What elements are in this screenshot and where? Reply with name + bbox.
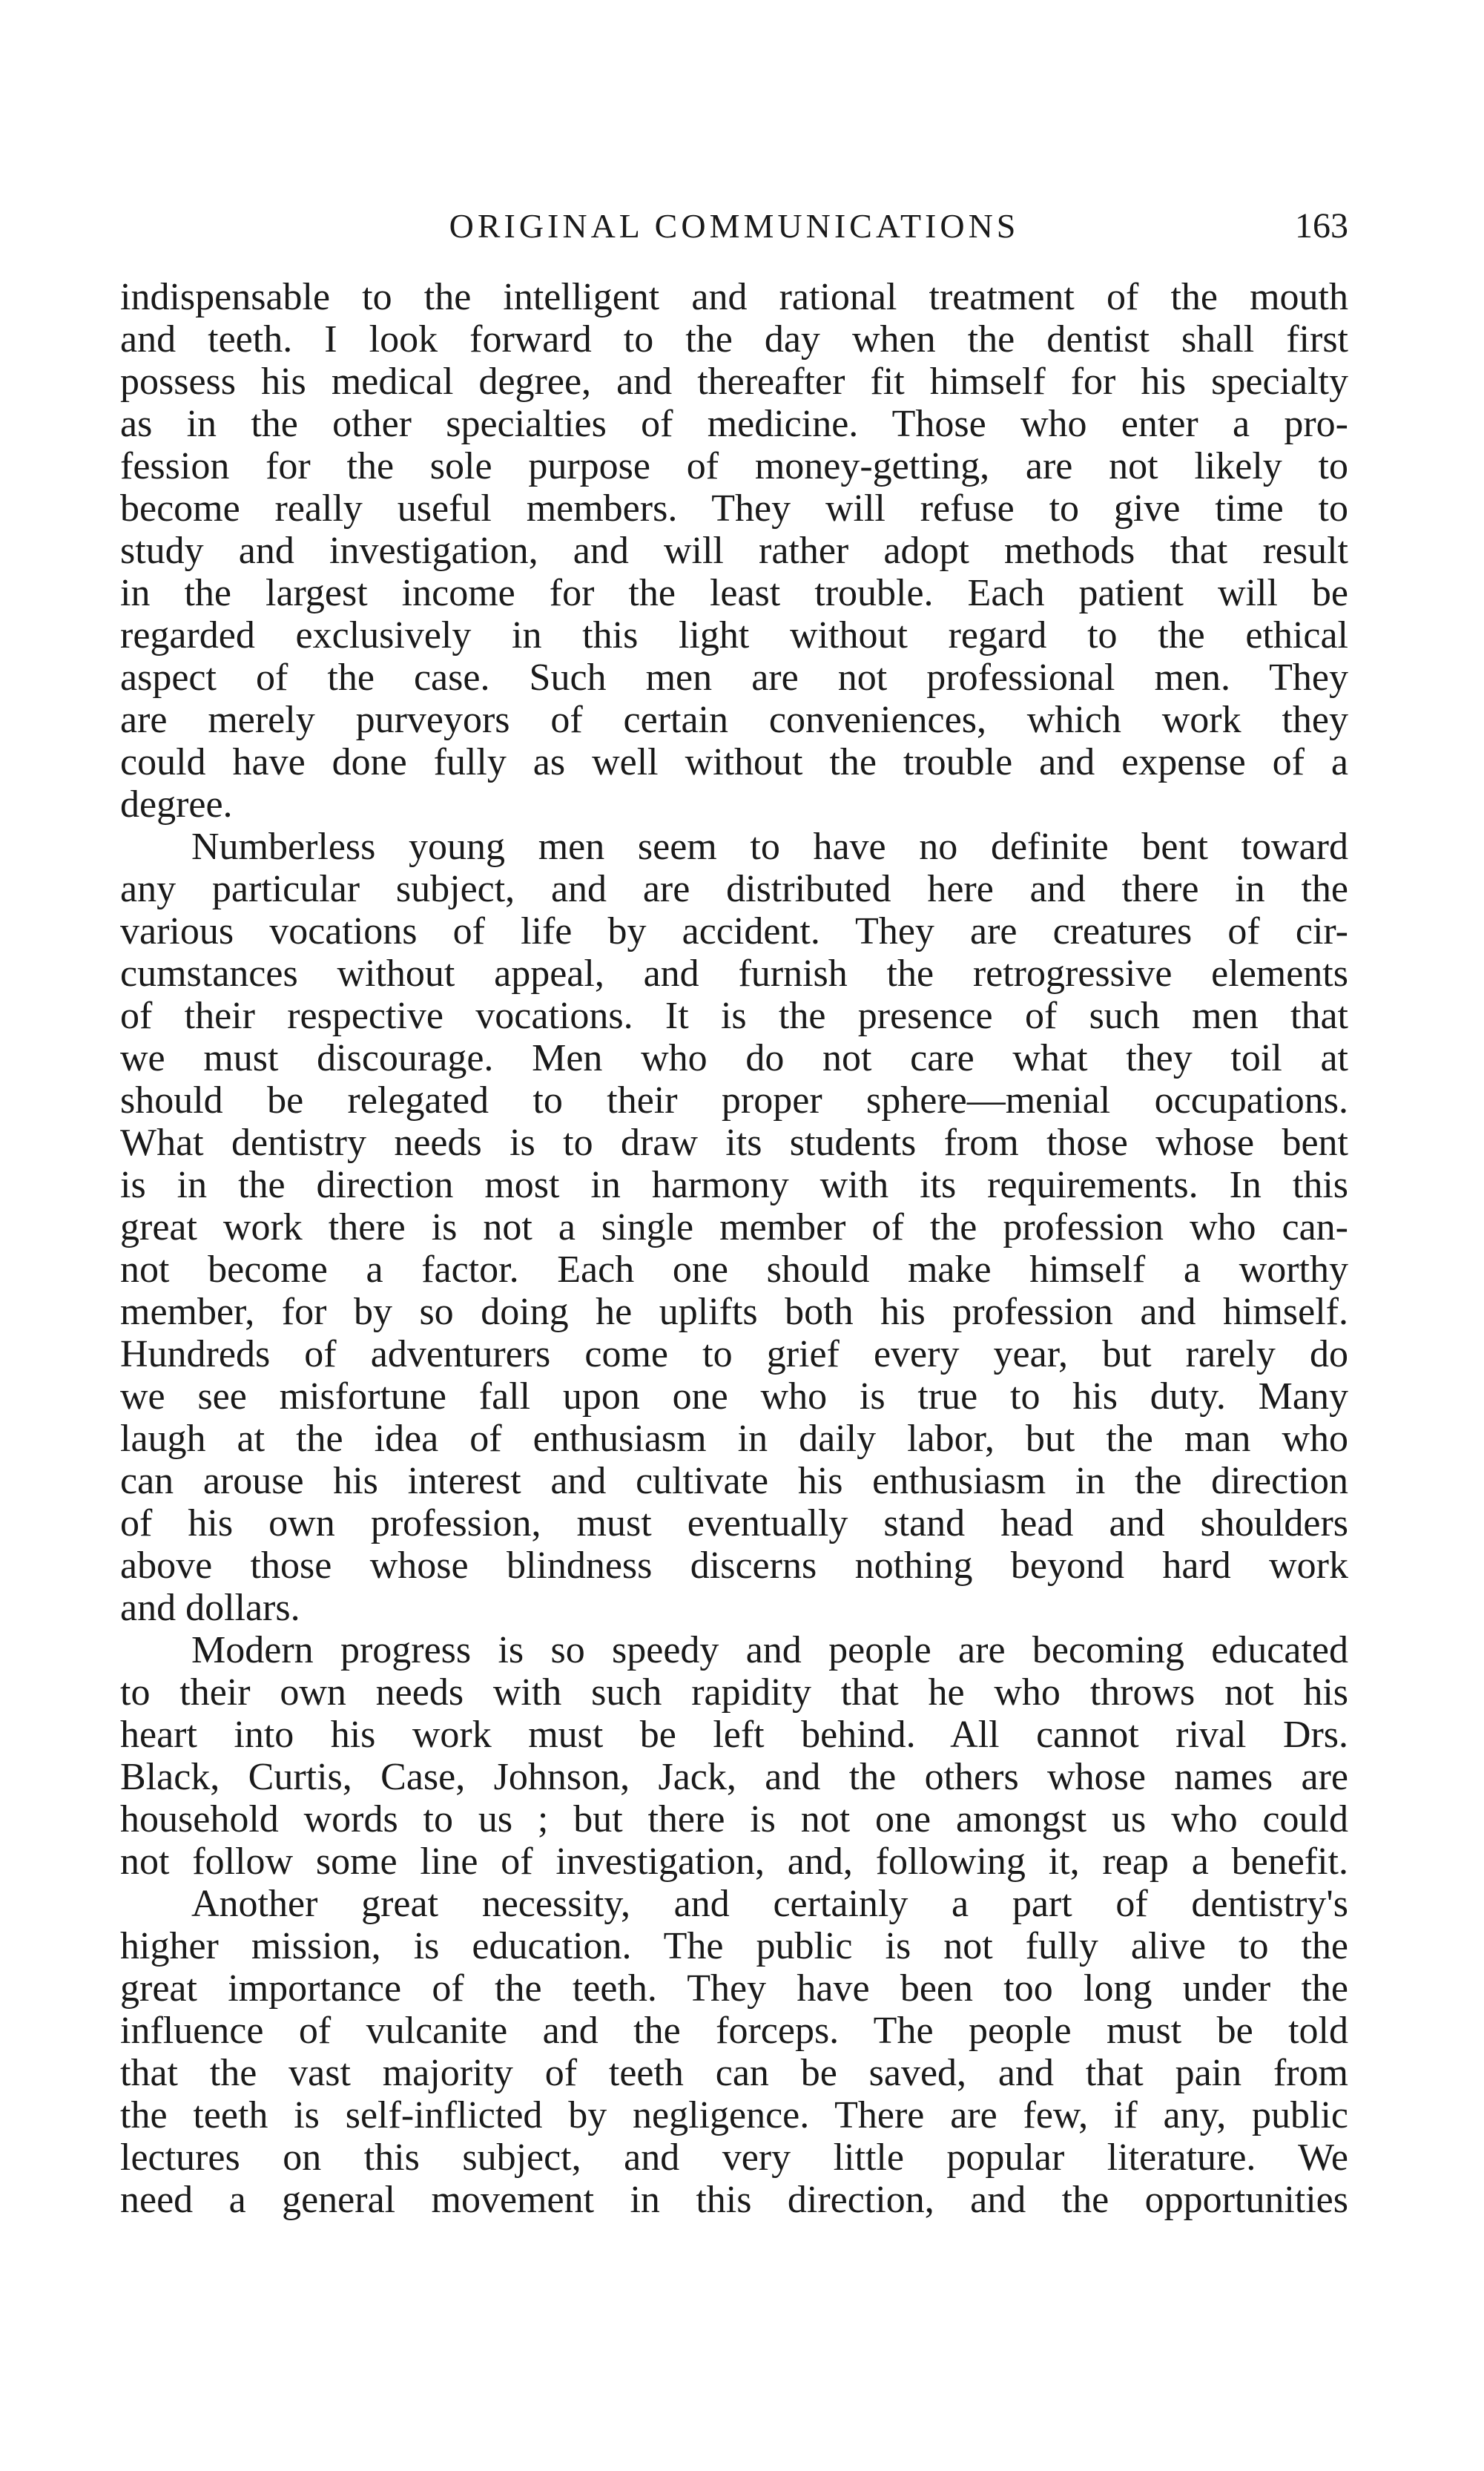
text-line: fession for the sole purpose of money-getting, are not likely to [120,445,1348,487]
text-line: to their own needs with such rapidity that he who throws not his [120,1671,1348,1714]
text-line: not become a factor. Each one should make himself a worthy [120,1248,1348,1291]
text-line: great importance of the teeth. They have been too long under the [120,1967,1348,2010]
running-head [120,200,1348,252]
paragraph-first-line: Modern progress is so speedy and people are becoming educated [191,1629,1348,1671]
body-text [120,276,1348,2221]
text-line: Black, Curtis, Case, Johnson, Jack, and the others whose names are [120,1756,1348,1798]
text-line: not follow some line of investigation, and, following it, reap a benefit. [120,1840,1348,1883]
text-line: aspect of the case. Such men are not professional men. They [120,657,1348,699]
text-line: become really useful members. They will refuse to give time to [120,487,1348,530]
text-line: higher mission, is education. The public is not fully alive to the [120,1925,1348,1967]
text-line: need a general movement in this direction, and the opportunities [120,2179,1348,2221]
text-line: can arouse his interest and cultivate his enthusiasm in the direction [120,1460,1348,1502]
text-line: above those whose blindness discerns nothing beyond hard work [120,1544,1348,1587]
text-line: study and investigation, and will rather adopt methods that result [120,530,1348,572]
text-line: that the vast majority of teeth can be saved, and that pain from [120,2052,1348,2094]
text-line: laugh at the idea of enthusiasm in daily labor, but the man who [120,1418,1348,1460]
text-line: and dollars. [120,1587,300,1629]
text-line: of their respective vocations. It is the presence of such men that [120,995,1348,1037]
text-line: degree. [120,783,233,826]
text-line: lectures on this subject, and very little popular literature. We [120,2136,1348,2179]
text-line: is in the direction most in harmony with its requirements. In this [120,1164,1348,1206]
paragraph-first-line: Another great necessity, and certainly a part of dentistry's [191,1883,1348,1925]
text-line: member, for by so doing he uplifts both his profession and himself. [120,1291,1348,1333]
text-line: the teeth is self-inflicted by negligence. There are few, if any, public [120,2094,1348,2136]
text-line: we must discourage. Men who do not care what they toil at [120,1037,1348,1079]
text-line: could have done fully as well without the trouble and expense of a [120,741,1348,783]
text-line: we see misfortune fall upon one who is true to his duty. Many [120,1375,1348,1418]
text-line: possess his medical degree, and thereafter fit himself for his specialty [120,361,1348,403]
text-line: of his own profession, must eventually stand head and shoulders [120,1502,1348,1544]
running-head-title: ORIGINAL COMMUNICATIONS [449,207,1020,245]
text-line: in the largest income for the least trouble. Each patient will be [120,572,1348,614]
text-line: Hundreds of adventurers come to grief every year, but rarely do [120,1333,1348,1375]
text-line: indispensable to the intelligent and rational treatment of the mouth [120,276,1348,318]
text-line: great work there is not a single member of the profession who can- [120,1206,1348,1248]
text-line: regarded exclusively in this light without regard to the ethical [120,614,1348,657]
page-number: 163 [1295,206,1348,246]
text-line: are merely purveyors of certain conveniences, which work they [120,699,1348,741]
text-line: various vocations of life by accident. They are creatures of cir- [120,910,1348,952]
text-line: What dentistry needs is to draw its students from those whose bent [120,1122,1348,1164]
text-line: influence of vulcanite and the forceps. The people must be told [120,2010,1348,2052]
text-line: should be relegated to their proper sphere—menial occupations. [120,1079,1348,1122]
text-line: heart into his work must be left behind. All cannot rival Drs. [120,1714,1348,1756]
text-line: household words to us ; but there is not one amongst us who could [120,1798,1348,1840]
text-line: and teeth. I look forward to the day when the dentist shall first [120,318,1348,361]
text-line: any particular subject, and are distributed here and there in the [120,868,1348,910]
paragraph-first-line: Numberless young men seem to have no definite bent toward [191,826,1348,868]
text-line: as in the other specialties of medicine. Those who enter a pro- [120,403,1348,445]
text-line: cumstances without appeal, and furnish the retrogressive elements [120,952,1348,995]
